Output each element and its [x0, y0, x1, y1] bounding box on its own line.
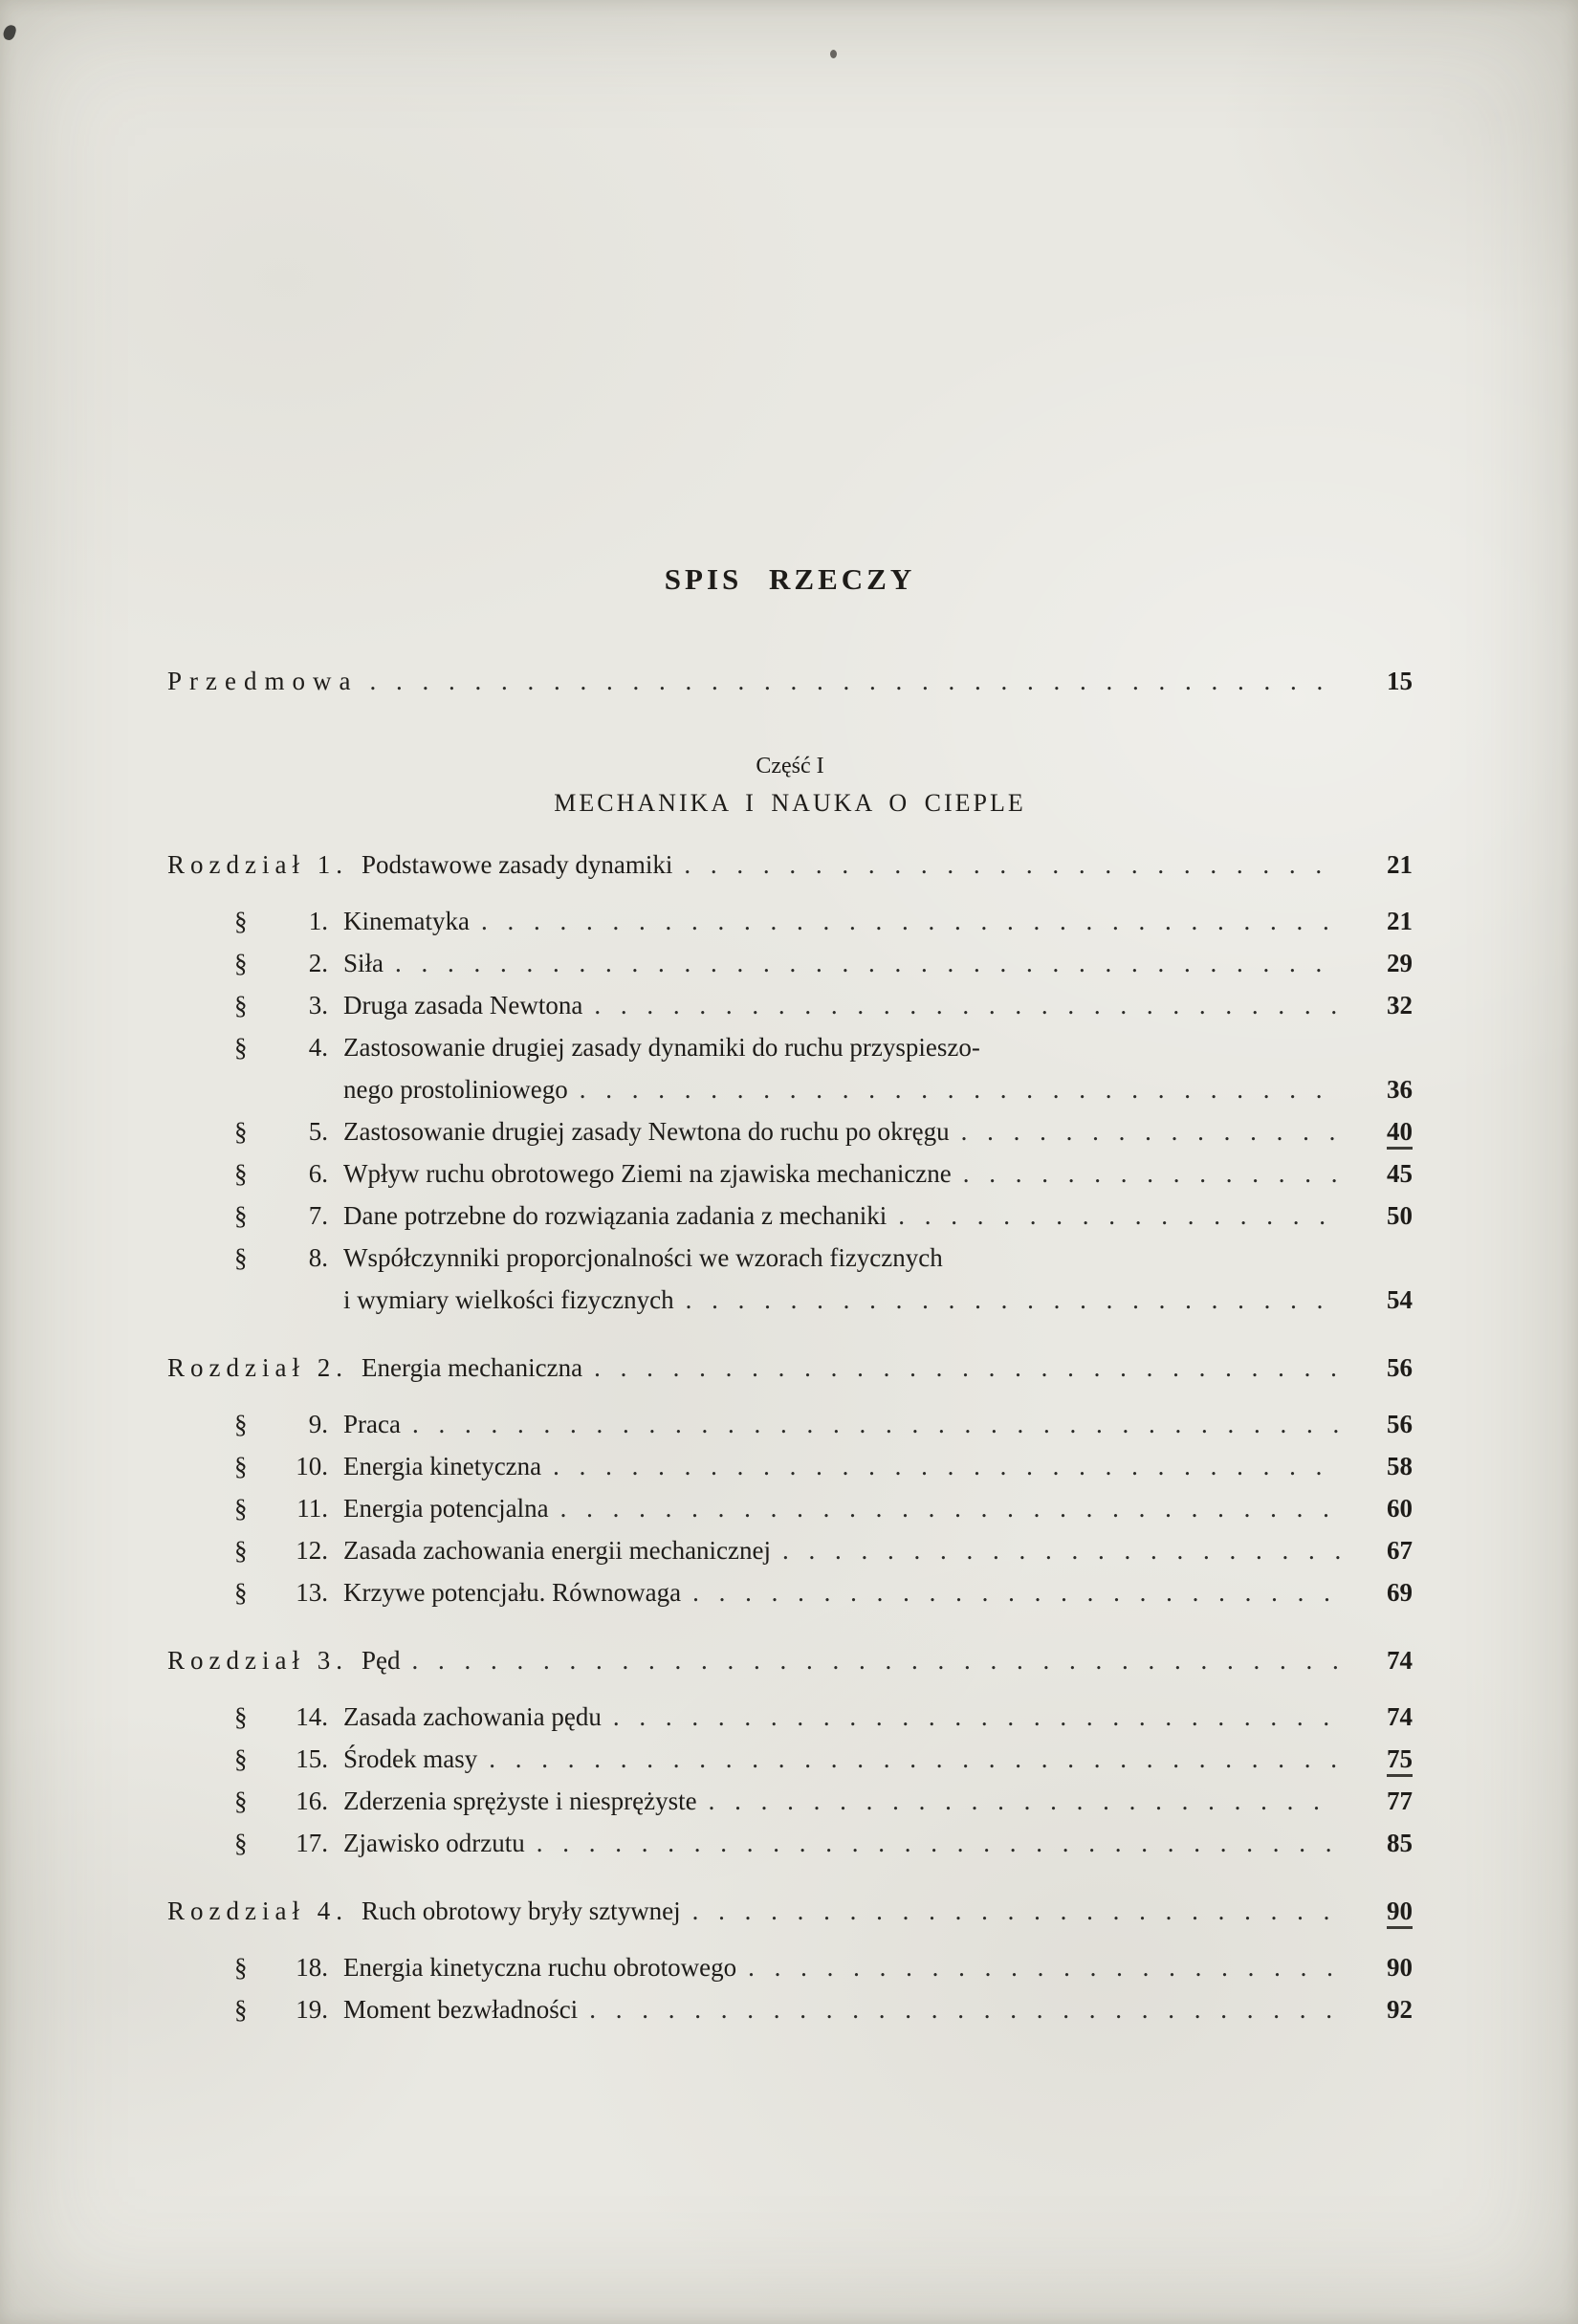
dot-leader	[961, 1110, 1340, 1152]
chapter-title: Energia mechaniczna	[361, 1353, 583, 1382]
dot-leader	[782, 1529, 1340, 1571]
dot-leader	[369, 660, 1340, 702]
dot-leader	[692, 1890, 1340, 1932]
toc-section-row	[167, 1696, 1413, 1738]
chapter-label: Rozdział 4.	[167, 1896, 348, 1925]
page-number: 90	[1387, 1953, 1413, 1982]
scan-artifact	[2, 24, 17, 42]
toc-section-row	[167, 1445, 1413, 1487]
dot-leader	[594, 984, 1340, 1026]
section-number: 19.	[296, 1995, 328, 2024]
page-number: 50	[1387, 1201, 1413, 1230]
section-mark: §	[234, 1829, 248, 1857]
toc-section-row	[167, 1529, 1413, 1571]
dot-leader	[580, 1068, 1340, 1110]
section-title: Zastosowanie drugiej zasady dynamiki do ruchu przyspieszo-	[343, 1033, 980, 1062]
section-title: Środek masy	[343, 1744, 478, 1773]
section-number: 18.	[296, 1953, 328, 1982]
page-number: 74	[1387, 1702, 1413, 1731]
section-number: 12.	[296, 1536, 328, 1565]
section-title: Moment bezwładności	[343, 1995, 579, 2024]
page-number: 60	[1387, 1494, 1413, 1523]
toc-section-row	[167, 1237, 1413, 1279]
section-title: Energia kinetyczna ruchu obrotowego	[343, 1953, 737, 1982]
section-number: 11.	[296, 1494, 328, 1523]
page-number: 36	[1387, 1075, 1413, 1104]
page-number: 21	[1387, 907, 1413, 935]
toc-section-row	[167, 1822, 1413, 1864]
section-title: Druga zasada Newtona	[343, 991, 583, 1019]
dot-leader	[537, 1822, 1340, 1864]
toc-section-row	[167, 1780, 1413, 1822]
dot-leader	[709, 1780, 1340, 1822]
dot-leader	[481, 900, 1340, 942]
section-title-continuation: nego prostoliniowego	[343, 1075, 568, 1104]
toc-section-row	[167, 942, 1413, 984]
dot-leader	[412, 1403, 1340, 1445]
chapter-label: Rozdział 3.	[167, 1646, 348, 1675]
page-number: 92	[1387, 1995, 1413, 2024]
page-number: 74	[1387, 1646, 1413, 1675]
dot-leader	[686, 1279, 1340, 1321]
toc-preface-row	[167, 660, 1413, 702]
section-mark: §	[234, 1117, 248, 1146]
section-mark: §	[234, 1702, 248, 1731]
section-number: 1.	[308, 907, 328, 935]
chapter-label: Rozdział 2.	[167, 1353, 348, 1382]
toc-section-row	[167, 1026, 1413, 1068]
dot-leader	[411, 1639, 1340, 1681]
page-number: 56	[1387, 1410, 1413, 1438]
page-title: SPIS RZECZY	[664, 562, 916, 596]
page-number: 90	[1387, 1896, 1413, 1929]
toc-section-continuation	[167, 1279, 1413, 1321]
toc-section-row	[167, 900, 1413, 942]
section-number: 10.	[296, 1452, 328, 1480]
dot-leader	[963, 1152, 1340, 1195]
page-number: 40	[1387, 1117, 1413, 1150]
chapter-label: Rozdział 1.	[167, 850, 348, 879]
toc-chapter-row	[167, 1347, 1413, 1389]
toc-section-row	[167, 1946, 1413, 1988]
chapter-title: Podstawowe zasady dynamiki	[361, 850, 673, 879]
dot-leader	[692, 1571, 1340, 1613]
page-number: 58	[1387, 1452, 1413, 1480]
section-mark: §	[234, 1243, 248, 1272]
section-title: Wpływ ruchu obrotowego Ziemi na zjawiska mechaniczne	[343, 1159, 952, 1188]
preface-label: Przedmowa	[167, 667, 359, 695]
section-number: 15.	[296, 1744, 328, 1773]
section-mark: §	[234, 1536, 248, 1565]
section-mark: §	[234, 1452, 248, 1480]
toc-section-row	[167, 1487, 1413, 1529]
toc-section-row	[167, 1152, 1413, 1195]
page-number: 77	[1387, 1787, 1413, 1815]
toc-chapter-row	[167, 1639, 1413, 1681]
page-number: 85	[1387, 1829, 1413, 1857]
part-heading: MECHANIKA I NAUKA O CIEPLE	[554, 789, 1026, 817]
section-title: Zasada zachowania pędu	[343, 1702, 602, 1731]
section-title: Współczynniki proporcjonalności we wzorach fizycznych	[343, 1243, 943, 1272]
section-title: Zasada zachowania energii mechanicznej	[343, 1536, 772, 1565]
section-mark: §	[234, 1410, 248, 1438]
section-number: 17.	[296, 1829, 328, 1857]
toc-chapter-row	[167, 1890, 1413, 1932]
section-mark: §	[234, 1787, 248, 1815]
chapter-title: Ruch obrotowy bryły sztywnej	[361, 1896, 681, 1925]
section-title: Energia potencjalna	[343, 1494, 549, 1523]
section-mark: §	[234, 991, 248, 1019]
section-title: Zderzenia sprężyste i niesprężyste	[343, 1787, 697, 1815]
toc-section-continuation	[167, 1068, 1413, 1110]
section-title: Krzywe potencjału. Równowaga	[343, 1578, 682, 1607]
section-title: Energia kinetyczna	[343, 1452, 542, 1480]
section-number: 5.	[308, 1117, 328, 1146]
section-mark: §	[234, 1201, 248, 1230]
page-number: 29	[1387, 949, 1413, 977]
section-title: Kinematyka	[343, 907, 470, 935]
section-mark: §	[234, 1159, 248, 1188]
toc-section-row	[167, 1988, 1413, 2030]
section-number: 4.	[308, 1033, 328, 1062]
section-number: 8.	[308, 1243, 328, 1272]
dot-leader	[395, 942, 1340, 984]
section-title: Zastosowanie drugiej zasady Newtona do ruchu po okręgu	[343, 1117, 950, 1146]
page-number: 32	[1387, 991, 1413, 1019]
toc-section-row	[167, 1110, 1413, 1152]
page-number: 15	[1387, 667, 1413, 695]
section-title: Praca	[343, 1410, 401, 1438]
dot-leader	[489, 1738, 1340, 1780]
section-mark: §	[234, 1744, 248, 1773]
dot-leader	[898, 1195, 1340, 1237]
toc-section-row	[167, 1571, 1413, 1613]
section-number: 13.	[296, 1578, 328, 1607]
toc-chapter-row	[167, 844, 1413, 886]
toc-section-row	[167, 1738, 1413, 1780]
page-number: 69	[1387, 1578, 1413, 1607]
dot-leader	[553, 1445, 1340, 1487]
dot-leader	[748, 1946, 1340, 1988]
section-number: 6.	[308, 1159, 328, 1188]
section-mark: §	[234, 1578, 248, 1607]
section-number: 3.	[308, 991, 328, 1019]
dot-leader	[684, 844, 1340, 886]
section-mark: §	[234, 907, 248, 935]
section-mark: §	[234, 1953, 248, 1982]
page-number: 75	[1387, 1744, 1413, 1777]
dot-leader	[613, 1696, 1340, 1738]
page-number: 54	[1387, 1285, 1413, 1314]
page-number: 21	[1387, 850, 1413, 879]
section-mark: §	[234, 1995, 248, 2024]
section-title-continuation: i wymiary wielkości fizycznych	[343, 1285, 674, 1314]
section-number: 2.	[308, 949, 328, 977]
toc-content	[167, 562, 1413, 2030]
section-title: Dane potrzebne do rozwiązania zadania z mechaniki	[343, 1201, 888, 1230]
section-number: 16.	[296, 1787, 328, 1815]
part-label: Część I	[756, 754, 824, 778]
toc-section-row	[167, 1403, 1413, 1445]
section-mark: §	[234, 1033, 248, 1062]
section-number: 9.	[308, 1410, 328, 1438]
section-mark: §	[234, 1494, 248, 1523]
section-mark: §	[234, 949, 248, 977]
dot-leader	[560, 1487, 1340, 1529]
toc-section-row	[167, 1195, 1413, 1237]
page-number: 56	[1387, 1353, 1413, 1382]
dot-leader	[594, 1347, 1340, 1389]
page-number: 45	[1387, 1159, 1413, 1188]
page-number: 67	[1387, 1536, 1413, 1565]
section-title: Siła	[343, 949, 384, 977]
section-number: 7.	[308, 1201, 328, 1230]
toc-section-row	[167, 984, 1413, 1026]
dot-leader	[589, 1988, 1340, 2030]
section-title: Zjawisko odrzutu	[343, 1829, 525, 1857]
chapter-title: Pęd	[361, 1646, 401, 1675]
scan-artifact	[830, 50, 837, 58]
section-number: 14.	[296, 1702, 328, 1731]
